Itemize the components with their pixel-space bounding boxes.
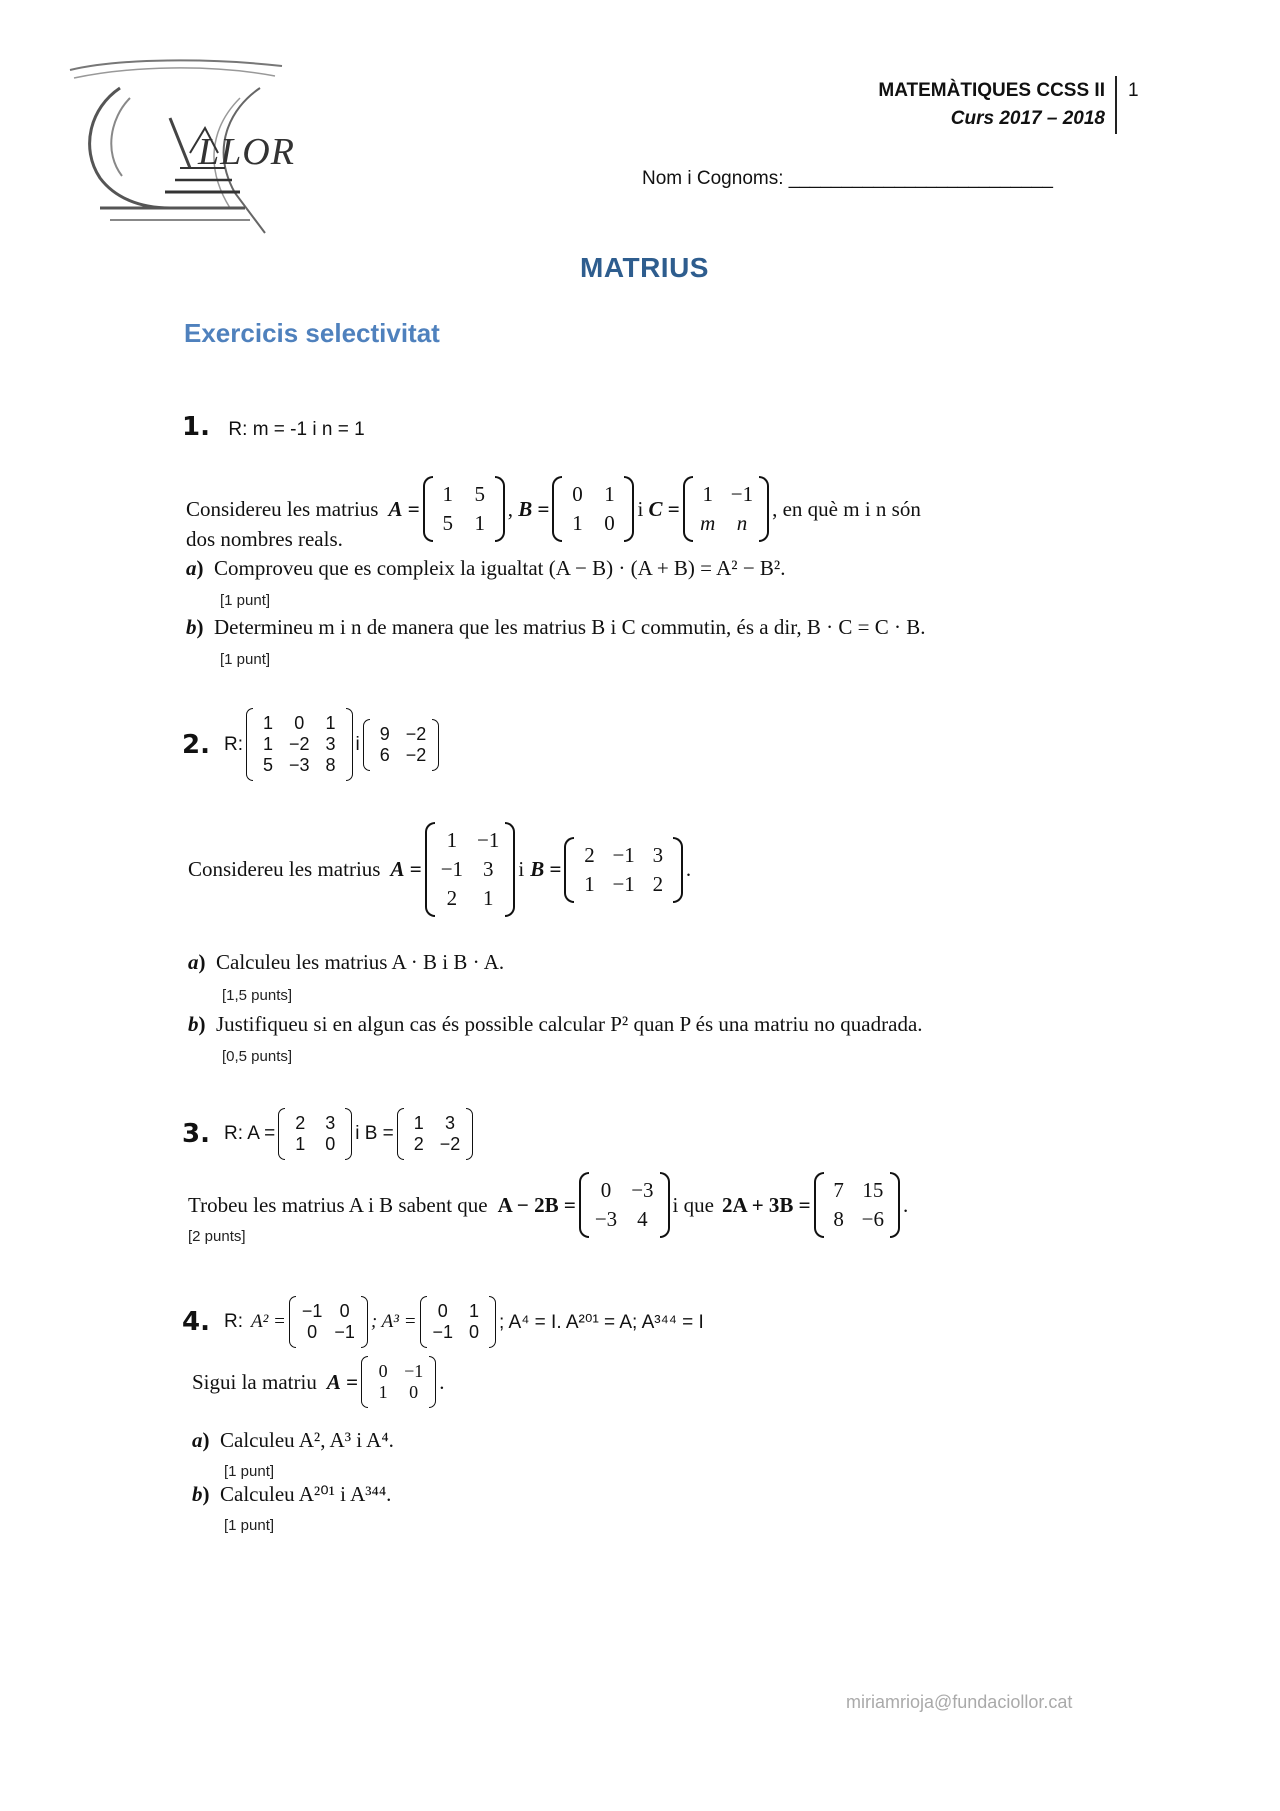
part-a: a) Calculeu A², A³ i A⁴.: [192, 1428, 394, 1452]
answer-prefix: R:: [223, 733, 243, 755]
matrix-c: [683, 476, 769, 542]
exercise-2: [182, 708, 442, 781]
matrix-cell: 0: [409, 1382, 419, 1402]
matrix-cell: −3: [631, 1178, 654, 1202]
statement-prefix: Trobeu les matrius A i B sabent que: [188, 1192, 488, 1217]
matrix-right-bracket: [759, 476, 769, 542]
answer-matrix-2: [363, 719, 440, 771]
matrix-grid: [368, 1361, 429, 1403]
course-title: MATEMÀTIQUES CCSS II: [878, 80, 1105, 101]
matrix-grid: [296, 1301, 361, 1343]
matrix-grid: [574, 843, 672, 897]
matrix-2: [814, 1172, 900, 1238]
matrix-cell: 0: [307, 1322, 318, 1342]
matrix-cell: 1: [446, 828, 458, 852]
matrix-cell: 4: [637, 1207, 648, 1231]
matrix-label: B =: [518, 496, 550, 521]
statement-line2: dos nombres reals.: [186, 527, 343, 551]
matrix-cell: 7: [833, 1178, 844, 1202]
matrix-cell: 3: [325, 734, 336, 754]
logo-text: LLOR: [198, 131, 295, 173]
a3-label: ; A³ =: [370, 1311, 417, 1332]
period: .: [439, 1369, 445, 1394]
matrix-cell: 0: [600, 1178, 612, 1202]
matrix-b: [552, 476, 634, 542]
matrix-cell: −2: [439, 1134, 461, 1154]
matrix-left-bracket: [425, 822, 435, 917]
matrix-cell: 2: [652, 871, 664, 896]
matrix-left-bracket: [420, 1296, 427, 1348]
part-a-text: Calculeu les matrius A · B i B · A.: [216, 950, 505, 974]
matrix-cell: 1: [295, 1134, 306, 1154]
matrix-cell: 6: [379, 744, 390, 765]
exercise-4: [182, 1296, 704, 1348]
matrix-left-bracket: [363, 719, 370, 771]
matrix-label: A =: [390, 857, 422, 881]
matrix-right-bracket: [466, 1108, 473, 1160]
joiner: i: [637, 496, 649, 521]
matrix-cell: 8: [325, 755, 336, 775]
matrix-grid: [435, 828, 506, 911]
a3-matrix: [420, 1296, 497, 1348]
part-b-points: [1 punt]: [224, 1517, 275, 1534]
joiner: i: [518, 857, 525, 881]
matrix-left-bracket: [361, 1356, 368, 1408]
matrix-left-bracket: [423, 476, 433, 542]
matrix-cell: −1: [334, 1322, 355, 1342]
matrix-cell: −2: [288, 734, 310, 754]
matrix-cell: −3: [594, 1207, 618, 1231]
matrix-label: A =: [326, 1369, 359, 1394]
matrix-cell: 1: [378, 1382, 388, 1402]
matrix-cell: 1: [584, 871, 595, 896]
exercise-number: 3.: [182, 1119, 210, 1149]
matrix-cell: −3: [288, 755, 310, 775]
matrix-grid: [589, 1178, 660, 1232]
matrix-right-bracket: [673, 837, 683, 903]
part-a: a) Calculeu les matrius A · B i B · A.: [188, 950, 505, 974]
matrix-cell: −1: [477, 828, 500, 852]
comma: ,: [507, 496, 519, 521]
exercise-answer: R: m = -1 i n = 1: [228, 419, 365, 440]
joiner: i que: [672, 1192, 714, 1217]
footer-email: miriamrioja@fundaciollor.cat: [846, 1692, 1073, 1712]
statement-prefix: Considereu les matrius: [188, 857, 381, 881]
statement-prefix: Considereu les matrius: [186, 496, 379, 521]
answer-joiner: i: [355, 733, 360, 755]
period: .: [902, 1192, 909, 1217]
matrix-cell: 0: [325, 1134, 336, 1154]
exercise-4-statement: [192, 1356, 444, 1408]
points: [2 punts]: [188, 1228, 246, 1245]
answer-tail: ; A⁴ = I. A²⁰¹ = A; A³⁴⁴ = I: [499, 1311, 704, 1333]
matrix-right-bracket: [489, 1296, 496, 1348]
matrix-cell: −1: [301, 1301, 323, 1321]
part-b: b) Determineu m i n de manera que les matrius B i C commutin, és a dir, B · C = C · B.: [186, 615, 926, 639]
matrix-a: [423, 476, 505, 542]
answer-prefix: R: A =: [223, 1123, 276, 1144]
matrix-cell: 1: [262, 713, 273, 733]
matrix-cell: −1: [440, 857, 464, 881]
answer-prefix: R:: [223, 1311, 243, 1332]
matrix-cell: 0: [604, 511, 615, 535]
matrix-cell: m: [700, 511, 716, 535]
matrix-left-bracket: [278, 1108, 285, 1160]
exercise-1: [182, 412, 365, 442]
part-b-points: [1 punt]: [220, 651, 271, 668]
part-b-points: [0,5 punts]: [222, 1048, 293, 1065]
answer-matrix-1: [278, 1108, 352, 1160]
matrix-left-bracket: [564, 837, 574, 903]
matrix-left-bracket: [397, 1108, 404, 1160]
exercise-3: [182, 1108, 476, 1160]
matrix-grid: [370, 724, 433, 766]
matrix-a: [425, 822, 516, 917]
eq1-lhs: A − 2B =: [497, 1192, 576, 1217]
header-divider: [1115, 76, 1117, 134]
matrix-cell: 5: [442, 511, 453, 535]
matrix-right-bracket: [495, 476, 505, 542]
matrix-cell: 3: [652, 842, 664, 867]
matrix-cell: −2: [405, 744, 427, 765]
matrix-cell: 2: [295, 1113, 306, 1133]
part-a-text: Comproveu que es compleix la igualtat (A − B) · (A + B) = A² − B².: [214, 556, 786, 580]
matrix-cell: −1: [432, 1322, 454, 1342]
matrix-cell: 0: [437, 1301, 448, 1321]
exercise-number: 4.: [182, 1307, 210, 1337]
part-a: a) Comproveu que es compleix la igualtat (A − B) · (A + B) = A² − B².: [186, 556, 786, 580]
part-b-text: Calculeu A²⁰¹ i A³⁴⁴.: [220, 1482, 392, 1506]
matrix-cell: 15: [862, 1178, 884, 1202]
matrix-right-bracket: [432, 719, 439, 771]
name-field: Nom i Cognoms: _________________________: [642, 168, 1053, 189]
matrix-cell: 1: [413, 1113, 424, 1133]
statement-prefix: Sigui la matriu: [192, 1369, 317, 1394]
matrix-cell: 2: [584, 842, 595, 867]
matrix-cell: 3: [325, 1113, 336, 1133]
matrix-a: [361, 1356, 436, 1408]
matrix-cell: n: [736, 511, 748, 535]
part-a-text: Calculeu A², A³ i A⁴.: [220, 1428, 394, 1452]
matrix-cell: 0: [378, 1361, 388, 1381]
matrix-right-bracket: [624, 476, 634, 542]
answer-matrix-1: [246, 708, 353, 781]
matrix-cell: 0: [469, 1322, 480, 1342]
part-a-points: [1,5 punts]: [222, 987, 293, 1004]
matrix-cell: −6: [861, 1207, 884, 1231]
part-a-points: [1 punt]: [220, 592, 271, 609]
matrix-cell: 5: [474, 482, 485, 506]
matrix-cell: 8: [833, 1207, 844, 1231]
statement-suffix: , en què m i n són: [772, 496, 921, 521]
matrix-cell: 0: [294, 713, 305, 733]
course-year: Curs 2017 – 2018: [950, 108, 1105, 129]
matrix-label: B =: [530, 857, 562, 881]
matrix-grid: [404, 1113, 467, 1155]
matrix-grid: [285, 1113, 345, 1155]
matrix-cell: 3: [482, 857, 494, 881]
exercise-3-statement: [188, 1172, 908, 1238]
answer-joiner: i B =: [355, 1123, 394, 1144]
matrix-left-bracket: [552, 476, 562, 542]
part-b: b) Justifiqueu si en algun cas és possible calcular P² quan P és una matriu no quadrada.: [188, 1012, 923, 1036]
matrix-grid: [433, 482, 495, 536]
matrix-right-bracket: [660, 1172, 670, 1238]
matrix-right-bracket: [429, 1356, 436, 1408]
section-title: Exercicis selectivitat: [184, 318, 440, 348]
matrix-grid: [427, 1301, 490, 1343]
matrix-cell: −1: [730, 482, 754, 506]
matrix-label: C =: [648, 496, 680, 521]
exercise-number: 2.: [182, 729, 210, 760]
matrix-grid: [562, 482, 624, 536]
matrix-cell: 9: [379, 723, 390, 744]
matrix-cell: 2: [446, 886, 458, 910]
page-number: 1: [1128, 80, 1139, 101]
a2-label: A² =: [250, 1311, 286, 1332]
a2-matrix: [289, 1296, 368, 1348]
matrix-cell: 1: [262, 734, 273, 754]
matrix-label: A =: [388, 496, 420, 521]
school-logo: [60, 58, 310, 238]
matrix-cell: 1: [572, 511, 583, 535]
matrix-right-bracket: [346, 708, 353, 781]
matrix-cell: 2: [413, 1134, 424, 1154]
matrix-right-bracket: [890, 1172, 900, 1238]
matrix-b: [564, 837, 682, 903]
exercise-2-statement: [188, 822, 691, 917]
matrix-left-bracket: [579, 1172, 589, 1238]
matrix-cell: 1: [442, 482, 453, 506]
matrix-cell: 3: [445, 1113, 456, 1133]
matrix-grid: [824, 1178, 890, 1232]
matrix-cell: 1: [702, 482, 714, 506]
period: .: [685, 857, 692, 881]
matrix-cell: 1: [469, 1301, 480, 1321]
matrix-left-bracket: [683, 476, 693, 542]
matrix-cell: 0: [572, 482, 583, 506]
matrix-cell: 1: [482, 886, 494, 910]
matrix-cell: 0: [339, 1301, 350, 1321]
part-a-points: [1 punt]: [224, 1463, 275, 1480]
matrix-cell: −1: [612, 842, 635, 867]
eq2-lhs: 2A + 3B =: [721, 1192, 811, 1217]
matrix-cell: 5: [262, 755, 273, 775]
page-title: MATRIUS: [580, 252, 709, 283]
exercise-number: 1.: [182, 412, 210, 442]
matrix-grid: [253, 713, 346, 776]
matrix-cell: 1: [325, 713, 336, 733]
matrix-cell: −1: [612, 871, 635, 896]
matrix-right-bracket: [505, 822, 515, 917]
matrix-left-bracket: [289, 1296, 296, 1348]
matrix-grid: [693, 482, 759, 536]
matrix-1: [579, 1172, 670, 1238]
part-b: b) Calculeu A²⁰¹ i A³⁴⁴.: [192, 1482, 392, 1506]
matrix-cell: −1: [404, 1361, 424, 1381]
matrix-cell: 1: [604, 482, 615, 506]
matrix-right-bracket: [361, 1296, 368, 1348]
part-b-text: Justifiqueu si en algun cas és possible calcular P² quan P és una matriu no quadrada.: [216, 1012, 923, 1036]
matrix-left-bracket: [814, 1172, 824, 1238]
matrix-cell: 1: [474, 511, 485, 535]
matrix-left-bracket: [246, 708, 253, 781]
answer-matrix-2: [397, 1108, 474, 1160]
matrix-right-bracket: [345, 1108, 352, 1160]
part-b-text: Determineu m i n de manera que les matrius B i C commutin, és a dir, B · C = C · B.: [214, 615, 926, 639]
matrix-cell: −2: [405, 723, 427, 744]
